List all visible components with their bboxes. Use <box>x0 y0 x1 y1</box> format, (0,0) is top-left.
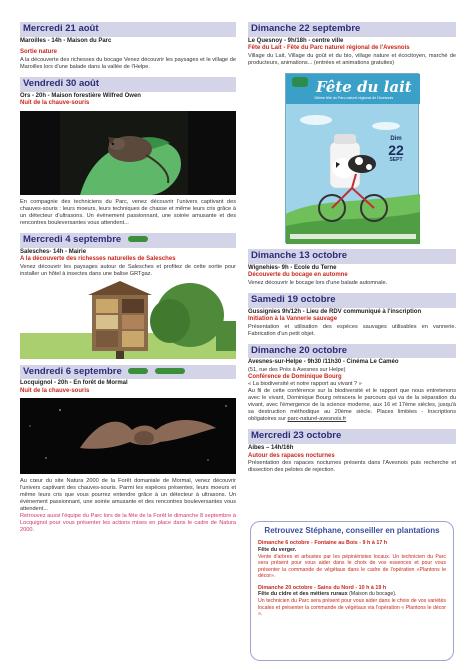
park-logo-icon <box>292 77 308 87</box>
event-description: En compagnie des techniciens du Parc, venez découvrir l'univers captivant des chauves-souris : leurs moeurs, leurs techniques de chasse et même leurs cris grâce à un détecteur d'ultrasons. Un évènement passionnant, une soirée amusante et des rencontres bouleversantes vous attendent... <box>20 198 236 226</box>
bat-in-hand-photo <box>20 111 236 195</box>
event-description: Présentation et utilisation des espèces sauvages utilisables en vannerie. Fabrication d'un petit objet. <box>248 323 456 337</box>
box-item-sains <box>258 585 446 618</box>
event-title: Nuit de la chauve-souris <box>20 387 90 394</box>
event-aibes <box>248 429 456 474</box>
event-date: Mercredi 21 août <box>20 22 236 37</box>
plantation-advisor-box <box>250 521 454 661</box>
partner-logo-icon <box>128 368 148 374</box>
poster-sponsor-strip <box>290 234 416 239</box>
right-column <box>248 22 456 480</box>
event-date: Samedi 19 octobre <box>248 293 456 308</box>
event-date-row <box>20 233 236 248</box>
event-maroilles <box>20 22 236 71</box>
event-locquignol <box>20 365 236 535</box>
flying-bat-photo <box>20 398 236 474</box>
event-description: Village du Lait, Village du goût et du bio, village nature et écocitoyen, marché de producteurs, animations... (entrées et animations gratuites) <box>248 52 456 66</box>
event-location: Le Quesnoy - 9h/18h - centre ville <box>248 37 344 44</box>
event-description: Venez découvrir les paysages autour de Salesches et profitez de cette sortie pour installer un hôtel à insectes dans une balise GRTgaz. <box>20 263 236 277</box>
event-quote: « La biodiversité et notre rapport au vivant ? » <box>248 381 362 388</box>
event-note: Retrouvez aussi l'équipe du Parc lors de la fête de la Forêt le dimanche 8 septembre à Locquignol pour vous présenter les actions mises en place dans le cadre de Natura 2000. <box>20 513 236 534</box>
event-date-row <box>20 365 236 380</box>
event-title: Nuit de la chauve-souris <box>20 100 90 107</box>
event-location: Ors - 20h - Maison forestière Wilfred Owen <box>20 92 141 99</box>
box-item-text: Vente d'arbres et arbustes par les pépiniéristes locaux. Un technicien du Parc sera présent pour vous aider dans le choix de vos essences et pour vous présenter la commande de végétaux dans le cadre de l'opération «Plantons le décor». <box>258 553 446 579</box>
event-title: Découverte du bocage en automne <box>248 272 348 279</box>
event-date: Vendredi 30 août <box>20 77 236 92</box>
partner-logo-icon <box>128 236 148 242</box>
event-location: Maroilles - 14h - Maison du Parc <box>20 37 112 44</box>
event-avesnes <box>248 344 456 424</box>
event-wignehies <box>248 249 456 287</box>
event-description: Au cœur du site Natura 2000 de la Forêt domaniale de Mormal, venez découvrir l'univers captivant des chauves-souris. Parmi les espèces présentes, leurs moeurs et même leurs cris que vous pourrez entendre grâce à un détecteur à ultrasons. Un évènement passionnant, une soirée amusante et des rencontres bouleversantes vous attendent... <box>20 478 236 513</box>
box-item-headline: Fête du verger. <box>258 546 297 553</box>
poster-date-month: SEPT <box>389 157 403 164</box>
event-date: Dimanche 13 octobre <box>248 249 456 264</box>
event-address: (51, rue des Prés à Avesnes sur Helpe) <box>248 366 346 373</box>
box-item-location: Dimanche 6 octobre - Fontaine au Bois - 9 h à 17 h <box>258 540 388 546</box>
event-date: Dimanche 20 octobre <box>248 344 456 359</box>
event-le-quesnoy <box>248 22 456 67</box>
event-location: Gussignies 9h/12h - Lieu de RDV communiqué à l'inscription <box>248 308 422 315</box>
event-date: Mercredi 4 septembre <box>23 233 122 245</box>
registration-link[interactable]: parc-naturel-avesnois.fr <box>287 416 347 423</box>
box-item-text: Un technicien du Parc sera présent pour vous aider dans le choix de vos variétés locales et présenter la commande de végétaux via l'opération « Plantons le décor ». <box>258 598 446 618</box>
box-item-headline-suffix: (Maison du bocage). <box>349 591 397 598</box>
left-column <box>20 22 236 540</box>
poster-date-dow: Dim <box>390 135 402 142</box>
event-location: Locquignol - 20h - En forêt de Mormal <box>20 380 128 387</box>
event-description-text: Au fil de cette conférence sur la biodiversité et le rapport que nous entretenons avec le vivant, Dominique Bourg retracera le parcours qui va de la séparation du vivant, avec l'émergence de la science moderne, aux 16 et 17ème siècles, jusqu'à sa destruction méthodique au 20ème siècle. Places limitées - Inscriptions obligatoires sur <box>248 388 456 423</box>
event-date: Mercredi 23 octobre <box>248 429 456 444</box>
event-gussignies <box>248 293 456 338</box>
box-item-headline: Fête du cidre et des métiers ruraux <box>258 591 348 598</box>
poster-title: Fête du lait <box>316 77 412 96</box>
event-ors <box>20 77 236 227</box>
box-item-headline-row <box>258 591 446 598</box>
event-title: Sortie nature <box>20 49 58 56</box>
event-title: Fête du Lait - Fête du Parc naturel régional de l'Avesnois <box>248 45 410 52</box>
event-description <box>248 388 456 423</box>
poster-date-day: 22 <box>388 142 404 159</box>
event-location: Salesches- 14h - Mairie <box>20 248 87 255</box>
event-description: A la découverte des richesses du bocage Venez découvrir les paysages et le village de Maroilles lors d'une balade dans la vallée de l'Helpe. <box>20 56 236 70</box>
event-location: Wignehies- 9h - Ecole du Terne <box>248 264 337 271</box>
event-description: Venez découvrir le bocage lors d'une balade automnale. <box>248 279 388 286</box>
event-title: Conférence de Dominique Bourg <box>248 373 342 380</box>
box-title: Retrouvez Stéphane, conseiller en plantations <box>264 526 440 535</box>
poster-illustration <box>286 104 420 244</box>
event-title: Initiation à la Vannerie sauvage <box>248 316 338 323</box>
insect-hotel-photo <box>20 281 236 359</box>
event-location: Aibes – 14h/16h <box>248 445 294 452</box>
event-date: Vendredi 6 septembre <box>23 365 122 377</box>
event-location: Avesnes-sur-Helpe - 9h30 /11h30 - Cinéma Le Caméo <box>248 359 399 366</box>
natura-2000-logo-icon <box>155 368 185 374</box>
event-title: A la découverte des richesses naturelles de Salesches <box>20 256 176 263</box>
poster-subtitle: 15ème fête du Parc naturel régional de l'Avesnois <box>314 95 394 100</box>
event-date: Dimanche 22 septembre <box>248 22 456 37</box>
event-salesches <box>20 233 236 359</box>
poster-date-badge <box>382 136 410 170</box>
box-item-fontaine <box>258 540 446 580</box>
event-description: Présentation des rapaces nocturnes présents dans l'Avesnois puis recherche et dissection des pelotes de rejection. <box>248 460 456 474</box>
event-title: Autour des rapaces nocturnes <box>248 452 335 459</box>
box-item-location: Dimanche 20 octobre - Sains du Nord - 10 h à 19 h <box>258 584 387 591</box>
fete-du-lait-poster <box>285 73 419 243</box>
